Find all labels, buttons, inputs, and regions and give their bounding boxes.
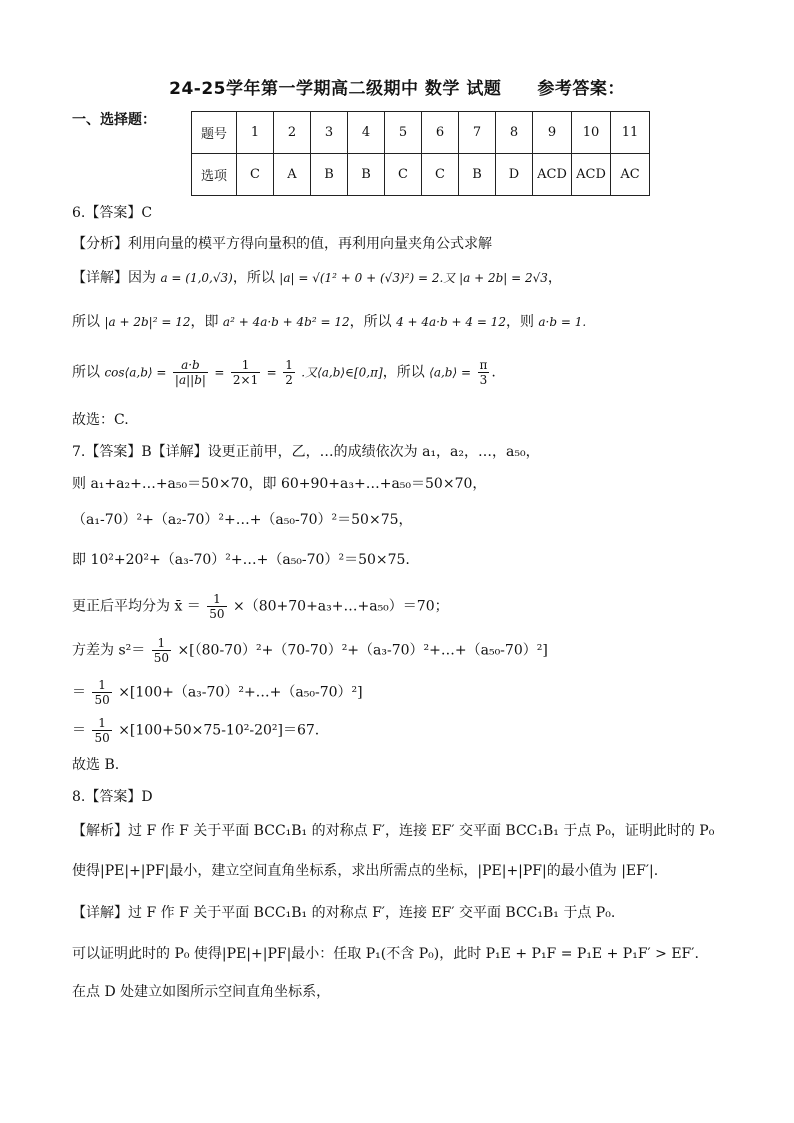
q7-line1: 7.【答案】B【详解】设更正前甲，乙，…的成绩依次为 a₁，a₂，…，a₅₀， xyxy=(72,444,540,460)
answer-cell: B xyxy=(459,154,496,196)
numerator: π xyxy=(479,358,488,372)
text: ＝ xyxy=(72,684,86,701)
answer-cell: ACD xyxy=(533,154,572,196)
q6-analysis: 【分析】利用向量的模平方得向量积的值，再利用向量夹角公式求解 xyxy=(72,236,492,252)
question-number-cell: 9 xyxy=(533,112,572,154)
denominator: 50 xyxy=(94,731,110,745)
exam-title: 24-25学年第一学期高二级期中 数学 试题 xyxy=(169,79,502,99)
answer-cell: AC xyxy=(611,154,650,196)
text: ，则 xyxy=(505,314,534,330)
q7-line6 xyxy=(72,636,548,665)
formula: cos⟨a,b⟩ = xyxy=(104,365,167,380)
formula: .又⟨a,b⟩∈[0,π] xyxy=(301,365,383,380)
text: ，所以 xyxy=(232,270,275,286)
answer-table xyxy=(191,111,650,196)
q8-detail-line2: 可以证明此时的 P₀ 使得|PE|+|PF|最小：任取 P₁(不含 P₀)，此时 P₁E + P₁F = P₁E + P₁F′ > EF′. xyxy=(72,946,699,962)
question-number-cell: 1 xyxy=(237,112,274,154)
text: 所以 xyxy=(72,364,100,381)
fraction xyxy=(207,592,226,621)
text: ＝ xyxy=(72,722,86,739)
fraction xyxy=(283,358,295,387)
formula: a = (1,0,√3) xyxy=(160,271,233,285)
text: 所以 xyxy=(72,314,100,330)
text: ，所以 xyxy=(382,364,425,381)
answer-cell: ACD xyxy=(572,154,611,196)
formula: = xyxy=(214,365,225,380)
q6-detail-line3 xyxy=(72,358,496,387)
formula: ⟨a,b⟩ = xyxy=(429,365,472,380)
question-number-cell: 3 xyxy=(311,112,348,154)
text: . xyxy=(491,364,496,381)
q7-line3: （a₁-70）²+（a₂-70）²+…+（a₅₀-70）²＝50×75， xyxy=(72,512,413,528)
fraction xyxy=(478,358,490,387)
denominator: 3 xyxy=(479,373,488,387)
fraction xyxy=(231,358,260,387)
text: ， xyxy=(547,270,562,286)
question-number-cell: 10 xyxy=(572,112,611,154)
numerator: 1 xyxy=(285,358,293,372)
q8-answer: 8.【答案】D xyxy=(72,789,153,805)
answer-cell: C xyxy=(237,154,274,196)
q6-answer: 6.【答案】C xyxy=(72,205,153,221)
numerator: 1 xyxy=(92,678,111,693)
text: ×[100+（a₃-70）²+…+（a₅₀-70）²] xyxy=(118,684,363,701)
question-number-cell: 7 xyxy=(459,112,496,154)
formula: a² + 4a·b + 4b² = 12 xyxy=(222,315,350,329)
question-number-cell: 2 xyxy=(274,112,311,154)
numerator: 1 xyxy=(152,636,171,651)
page-title xyxy=(0,74,794,99)
numerator: a·b xyxy=(173,358,208,373)
denominator: |a||b| xyxy=(174,373,206,387)
denominator: 50 xyxy=(94,693,110,707)
text: ×（80+70+a₃+…+a₅₀）＝70； xyxy=(232,598,449,615)
answer-cell: B xyxy=(348,154,385,196)
fraction xyxy=(92,678,111,707)
formula: 4 + 4a·b + 4 = 12 xyxy=(396,315,506,329)
fraction xyxy=(92,716,111,745)
question-number-cell: 11 xyxy=(611,112,650,154)
text: ×[100+50×75-10²-20²]＝67. xyxy=(118,722,320,739)
answer-key-label: 参考答案： xyxy=(537,79,625,99)
formula: = xyxy=(266,365,277,380)
text: ，即 xyxy=(190,314,219,330)
denominator: 50 xyxy=(209,607,225,621)
answer-cell: B xyxy=(311,154,348,196)
question-number-cell: 5 xyxy=(385,112,422,154)
q7-line4: 即 10²+20²+（a₃-70）²+…+（a₅₀-70）²＝50×75. xyxy=(72,552,410,568)
question-number-cell: 6 xyxy=(422,112,459,154)
answer-cell: C xyxy=(422,154,459,196)
section-multiple-choice-label: 一、选择题： xyxy=(72,112,156,128)
numerator: 1 xyxy=(207,592,226,607)
denominator: 2×1 xyxy=(232,373,259,387)
q7-line8 xyxy=(72,716,319,745)
answer-cell: C xyxy=(385,154,422,196)
q6-detail-line1 xyxy=(72,268,562,288)
q8-detail-line3: 在点 D 处建立如图所示空间直角坐标系， xyxy=(72,984,331,1000)
q7-conclusion: 故选 B. xyxy=(72,757,120,773)
answer-table-row-numbers xyxy=(192,112,650,154)
q7-line2: 则 a₁+a₂+…+a₅₀＝50×70，即 60+90+a₃+…+a₅₀＝50×70， xyxy=(72,476,487,492)
question-number-cell: 8 xyxy=(496,112,533,154)
q6-detail-line2 xyxy=(72,312,586,332)
q8-analysis-line1: 【解析】过 F 作 F 关于平面 BCC₁B₁ 的对称点 F′，连接 EF′ 交平面 BCC₁B₁ 于点 P₀，证明此时的 P₀ xyxy=(72,823,715,839)
q7-line7 xyxy=(72,678,363,707)
answer-cell: D xyxy=(496,154,533,196)
numerator: 1 xyxy=(231,358,260,373)
text: 方差为 s²＝ xyxy=(72,642,146,659)
text: 【详解】因为 xyxy=(72,270,156,286)
row-header-question-number: 题号 xyxy=(192,112,237,154)
answer-table-row-answers xyxy=(192,154,650,196)
question-number-cell: 4 xyxy=(348,112,385,154)
text: ×[（80-70）²+（70-70）²+（a₃-70）²+…+（a₅₀-70）²] xyxy=(177,642,548,659)
formula: |a + 2b|² = 12 xyxy=(104,315,191,329)
fraction xyxy=(152,636,171,665)
q6-conclusion: 故选：C. xyxy=(72,412,129,428)
fraction xyxy=(173,358,208,387)
text: 更正后平均分为 x̄ ＝ xyxy=(72,598,201,615)
answer-cell: A xyxy=(274,154,311,196)
denominator: 50 xyxy=(153,651,169,665)
q8-detail-line1: 【详解】过 F 作 F 关于平面 BCC₁B₁ 的对称点 F′，连接 EF′ 交平面 BCC₁B₁ 于点 P₀. xyxy=(72,905,616,921)
text: ，所以 xyxy=(349,314,392,330)
formula: |a| = √(1² + 0 + (√3)²) = 2.又 |a + 2b| = 2√3 xyxy=(279,271,548,285)
formula: a·b = 1. xyxy=(538,315,587,329)
q8-analysis-line2: 使得|PE|+|PF|最小，建立空间直角坐标系，求出所需点的坐标，|PE|+|PF|的最小值为 |EF′|. xyxy=(72,863,659,879)
row-header-option: 选项 xyxy=(192,154,237,196)
denominator: 2 xyxy=(285,373,293,387)
numerator: 1 xyxy=(92,716,111,731)
q7-line5 xyxy=(72,592,449,621)
